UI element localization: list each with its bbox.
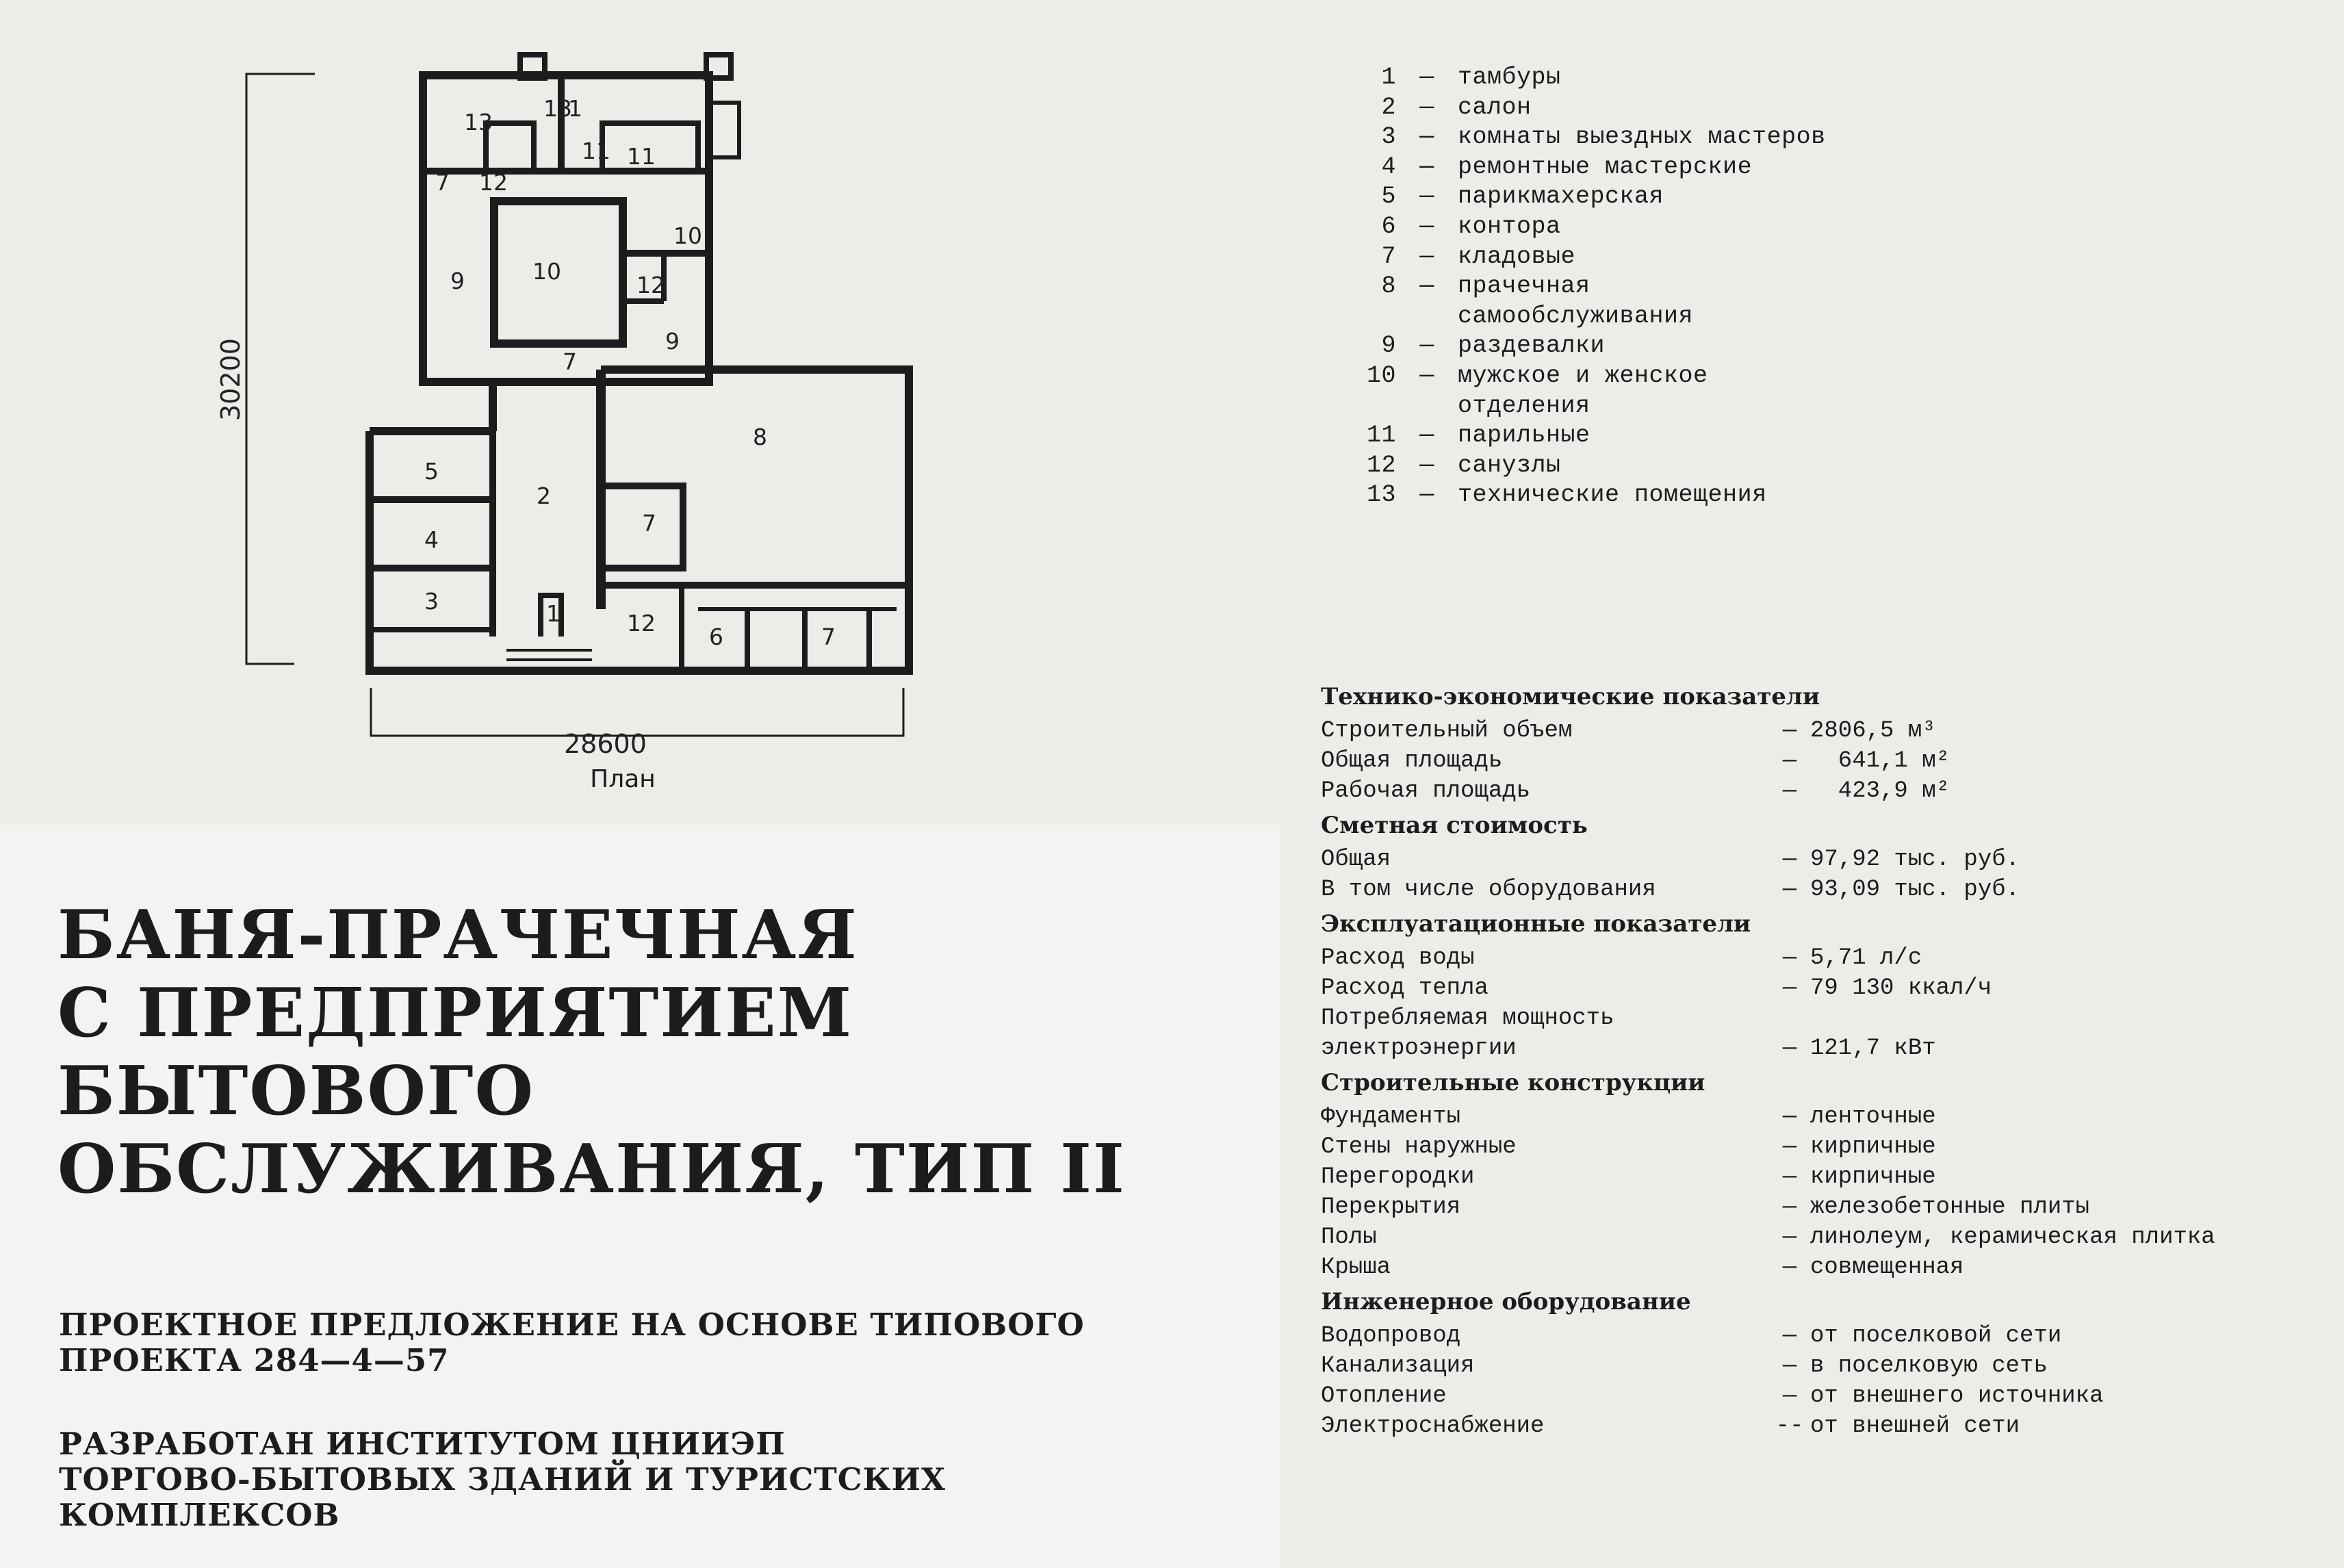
legend-text: ремонтные мастерские [1458, 153, 1753, 181]
spec-value: от внешней сети [1810, 1413, 2020, 1439]
plan-caption: План [590, 765, 656, 793]
legend-number: 12 [1366, 451, 1396, 479]
spec-label: Рабочая площадь [1321, 778, 1531, 804]
spec-value: 121,7 кВт [1810, 1036, 1936, 1062]
room-label: 7 [642, 510, 656, 537]
spec-value: кирпичные [1810, 1134, 1936, 1160]
room-label: 7 [821, 624, 836, 650]
legend-dash: — [1419, 422, 1434, 450]
room-label: 9 [665, 328, 680, 355]
legend-dash: — [1419, 481, 1434, 509]
legend-item [1307, 361, 1923, 391]
spec-value: 79 130 ккал/ч [1810, 975, 1992, 1001]
legend-number: 1 [1381, 64, 1396, 91]
spec-label: Фундаменты [1321, 1104, 1461, 1130]
legend-item [1307, 451, 1923, 481]
legend-text: салон [1458, 93, 1532, 121]
spec-label: Стены наружные [1321, 1134, 1517, 1160]
legend-number: 3 [1381, 123, 1396, 151]
legend-dash: — [1419, 242, 1434, 270]
legend-number: 4 [1381, 153, 1396, 181]
legend-item [1307, 391, 1923, 422]
room-label: 8 [753, 424, 767, 450]
legend-number [1307, 391, 1396, 422]
legend-dash: — [1419, 451, 1434, 479]
spec-row [1321, 776, 2327, 806]
legend-item [1307, 421, 1923, 451]
spec-value: в поселковую сеть [1810, 1353, 2048, 1379]
spec-dash: — [1782, 1036, 1797, 1062]
spec-label: Потребляемая мощность [1321, 1005, 1614, 1031]
spec-value: железобетонные плиты [1810, 1194, 2090, 1220]
legend-text: прачечная [1458, 272, 1590, 300]
developer-line: ТОРГОВО-БЫТОВЫХ ЗДАНИЙ И ТУРИСТСКИХ [59, 1461, 946, 1498]
spec-row [1321, 1321, 2327, 1351]
legend-number: 6 [1381, 212, 1396, 240]
spec-label: электроэнергии [1321, 1036, 1517, 1062]
legend-number [1307, 302, 1396, 332]
legend-number: 8 [1381, 272, 1396, 300]
spec-dash: — [1782, 778, 1797, 804]
spec-label: Перегородки [1321, 1164, 1475, 1190]
spec-value: линолеум, керамическая плитка [1810, 1224, 2215, 1250]
spec-row [1321, 1351, 2327, 1381]
title-line: БЫТОВОГО [57, 1052, 535, 1131]
legend-item [1307, 153, 1923, 183]
spec-label: Полы [1321, 1224, 1377, 1250]
spec-dash: — [1782, 1104, 1797, 1130]
room-label: 13 [464, 109, 493, 136]
spec-row [1321, 1033, 2327, 1064]
legend-item [1307, 242, 1923, 272]
room-label: 7 [563, 348, 577, 375]
legend-text: самообслуживания [1458, 302, 1694, 330]
spec-value: 641,1 м² [1810, 748, 1950, 774]
legend-dash: — [1419, 93, 1434, 121]
room-label: 10 [673, 222, 702, 249]
room-label: 3 [424, 588, 439, 615]
spec-row [1321, 973, 2327, 1003]
spec-value: 2806,5 м³ [1810, 718, 1936, 744]
spec-label: Отопление [1321, 1383, 1447, 1409]
legend-text: отделения [1458, 391, 1590, 420]
title-line: ОБСЛУЖИВАНИЯ, ТИП II [57, 1130, 1126, 1209]
section-heading: Эксплуатационные показатели [1321, 910, 1751, 938]
spec-dash: — [1782, 748, 1797, 774]
spec-dash: — [1782, 1164, 1797, 1190]
spec-dash: — [1782, 1224, 1797, 1250]
room-label: 6 [709, 624, 723, 650]
legend-text: кладовые [1458, 242, 1576, 270]
legend-dash: — [1419, 212, 1434, 240]
plan-walls [246, 55, 909, 736]
legend-number: 9 [1381, 332, 1396, 360]
legend-dash: — [1419, 361, 1434, 389]
legend-text: парильные [1458, 422, 1590, 450]
spec-label: Общая [1321, 847, 1391, 873]
legend-text: тамбуры [1458, 64, 1561, 91]
legend-number: 7 [1381, 242, 1396, 270]
spec-row [1321, 1411, 2327, 1441]
legend-item [1307, 272, 1923, 302]
spec-label: Общая площадь [1321, 748, 1503, 774]
specifications [1321, 678, 2327, 1441]
spec-row [1321, 875, 2327, 905]
spec-row [1321, 943, 2327, 973]
spec-dash: — [1782, 1383, 1797, 1409]
legend-text: санузлы [1458, 451, 1561, 479]
spec-value: от поселковой сети [1810, 1323, 2062, 1349]
legend-dash: — [1419, 64, 1434, 91]
spec-label: Расход воды [1321, 945, 1475, 971]
spec-label: В том числе оборудования [1321, 877, 1656, 903]
developer-line: КОМПЛЕКСОВ [59, 1497, 340, 1533]
room-label: 10 [532, 258, 561, 285]
legend-item [1307, 331, 1923, 361]
spec-label: Электроснабжение [1321, 1413, 1545, 1439]
subtitle-line: ПРОЕКТНОЕ ПРЕДЛОЖЕНИЕ НА ОСНОВЕ ТИПОВОГО [59, 1307, 1085, 1343]
legend-item [1307, 212, 1923, 242]
room-label: 12 [636, 272, 665, 298]
legend-dash [1396, 302, 1458, 332]
spec-row [1321, 1381, 2327, 1411]
legend-text: контора [1458, 212, 1561, 240]
legend-item [1307, 302, 1923, 332]
spec-dash: — [1782, 718, 1797, 744]
legend-item [1307, 63, 1923, 93]
legend-item [1307, 123, 1923, 153]
legend-text: технические помещения [1458, 481, 1767, 509]
spec-label: Водопровод [1321, 1323, 1461, 1349]
spec-dash: — [1782, 1194, 1797, 1220]
legend-number: 10 [1366, 361, 1396, 389]
room-label: 2 [537, 483, 551, 509]
section-heading: Строительные конструкции [1321, 1069, 1705, 1096]
legend-dash: — [1419, 332, 1434, 360]
spec-dash: — [1782, 1323, 1797, 1349]
spec-row [1321, 1192, 2327, 1222]
title-line: С ПРЕДПРИЯТИЕМ [57, 974, 853, 1053]
spec-dash: — [1782, 945, 1797, 971]
legend-number: 5 [1381, 183, 1396, 211]
spec-dash: — [1782, 1255, 1797, 1281]
spec-value: совмещенная [1810, 1255, 1964, 1281]
legend-text: мужское и женское [1458, 361, 1708, 389]
spec-dash: -- [1775, 1413, 1804, 1439]
room-label: 1 [546, 600, 561, 627]
spec-value: 93,09 тыс. руб. [1810, 877, 2020, 903]
legend-number: 13 [1366, 481, 1396, 509]
spec-value: 5,71 л/с [1810, 945, 1922, 971]
room-label: 12 [627, 610, 656, 637]
legend-text: комнаты выездных мастеров [1458, 123, 1826, 151]
plan-width-dimension: 28600 [564, 729, 647, 759]
room-label: 1 [568, 95, 582, 122]
room-label: 11 [582, 138, 610, 164]
spec-label: Канализация [1321, 1353, 1475, 1379]
spec-dash: — [1782, 877, 1797, 903]
room-label: 13 [543, 95, 572, 122]
spec-label: Крыша [1321, 1255, 1391, 1281]
legend-dash: — [1419, 183, 1434, 211]
legend-dash: — [1419, 153, 1434, 181]
section-heading: Инженерное оборудование [1321, 1288, 1691, 1315]
spec-label: Строительный объем [1321, 718, 1573, 744]
room-legend [1307, 63, 1923, 511]
spec-value: от внешнего источника [1810, 1383, 2104, 1409]
section-heading: Сметная стоимость [1321, 812, 1588, 839]
room-label: 12 [479, 169, 508, 196]
section-heading: Технико-экономические показатели [1321, 683, 1820, 710]
spec-label: Расход тепла [1321, 975, 1489, 1001]
spec-label: Перекрытия [1321, 1194, 1461, 1220]
spec-row [1321, 1222, 2327, 1252]
subtitle-line: ПРОЕКТА 284—4—57 [59, 1342, 450, 1378]
plan-height-dimension: 30200 [216, 338, 246, 421]
spec-value: ленточные [1810, 1104, 1936, 1130]
project-subtitle [59, 1307, 1263, 1378]
spec-row [1321, 1132, 2327, 1162]
legend-number: 2 [1381, 93, 1396, 121]
spec-row [1321, 716, 2327, 746]
legend-dash [1396, 391, 1458, 422]
legend-number: 11 [1366, 422, 1396, 450]
title-line: БАНЯ-ПРАЧЕЧНАЯ [57, 896, 858, 975]
spec-row [1321, 746, 2327, 776]
spec-dash: — [1782, 975, 1797, 1001]
spec-row [1321, 1252, 2327, 1283]
legend-text: раздевалки [1458, 332, 1606, 360]
legend-dash: — [1419, 272, 1434, 300]
room-label: 4 [424, 526, 439, 553]
developer-line: РАЗРАБОТАН ИНСТИТУТОМ ЦНИИЭП [59, 1426, 786, 1462]
spec-dash: — [1782, 1353, 1797, 1379]
room-label: 7 [435, 169, 450, 196]
page-title [57, 897, 1221, 1209]
spec-value: 97,92 тыс. руб. [1810, 847, 2020, 873]
floor-plan [216, 48, 972, 760]
spec-row [1321, 1102, 2327, 1132]
spec-dash: — [1782, 1134, 1797, 1160]
developer-credit [59, 1426, 1263, 1533]
spec-dash: — [1782, 847, 1797, 873]
room-label: 9 [450, 268, 465, 294]
spec-value: 423,9 м² [1810, 778, 1950, 804]
legend-text: парикмахерская [1458, 183, 1664, 211]
legend-item [1307, 182, 1923, 212]
spec-row [1321, 1162, 2327, 1192]
legend-item [1307, 480, 1923, 511]
spec-row [1321, 845, 2327, 875]
room-label: 11 [627, 143, 656, 170]
spec-value: кирпичные [1810, 1164, 1936, 1190]
room-label: 5 [424, 458, 439, 485]
legend-item [1307, 93, 1923, 123]
legend-dash: — [1419, 123, 1434, 151]
